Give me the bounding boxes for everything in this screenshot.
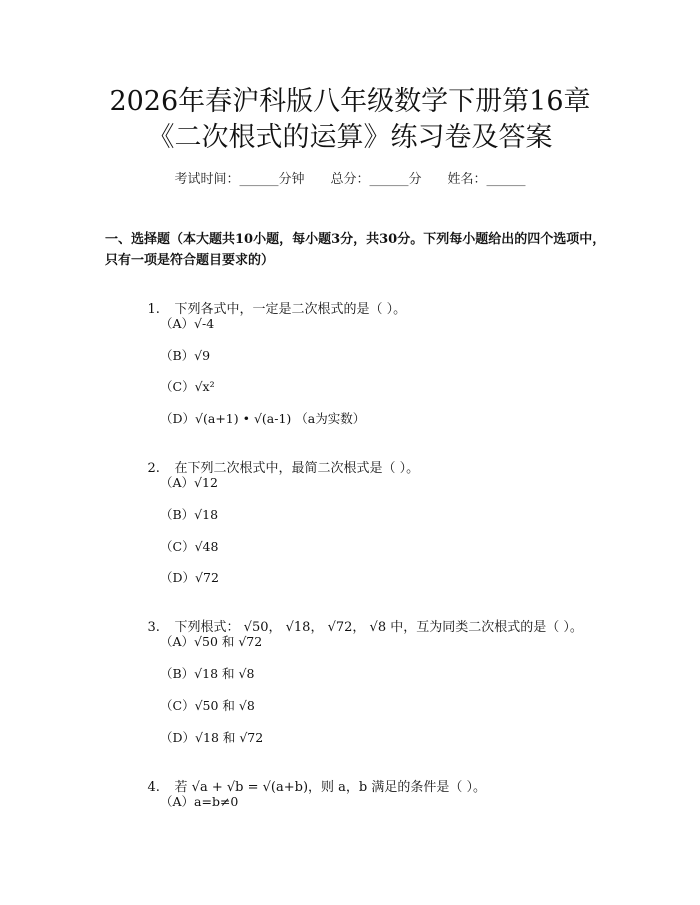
question-text: 下列各式中，一定是二次根式的是（ ）。 [174, 302, 407, 317]
question-3-option-c: （C）√50 和 √8 [160, 698, 255, 713]
question-number: 2. [147, 461, 160, 476]
question-text: 下列根式： √50， √18， √72， √8 中，互为同类二次根式的是（ ）。 [174, 620, 583, 635]
question-number: 1. [147, 302, 160, 317]
question-text: 若 √a + √b = √(a+b)，则 a，b 满足的条件是（ ）。 [174, 780, 486, 795]
question-2-option-a: （A）√12 [160, 475, 218, 490]
document-title-line-1: 2026年春沪科版八年级数学下册第16章 [109, 86, 591, 117]
question-1-option-b: （B）√9 [160, 348, 211, 363]
question-3-option-b: （B）√18 和 √8 [160, 666, 255, 681]
question-text: 在下列二次根式中，最简二次根式是（ ）。 [174, 461, 420, 476]
question-1-option-a: （A）√-4 [160, 316, 215, 331]
question-2-option-d: （D）√72 [160, 570, 219, 585]
question-number: 4. [147, 780, 160, 795]
question-4-option-a: （A）a=b≠0 [160, 794, 239, 809]
question-1-option-c: （C）√x² [160, 379, 215, 394]
question-2-option-c: （C）√48 [160, 539, 219, 554]
question-3-option-d: （D）√18 和 √72 [160, 730, 264, 745]
exam-info-line: 考试时间：______分钟 总分：______分 姓名：______ [174, 172, 526, 187]
question-1-option-d: （D）√(a+1) • √(a-1) （a为实数） [160, 411, 366, 426]
question-2-option-b: （B）√18 [160, 507, 219, 522]
section-1-heading: 一、选择题（本大题共10小题，每小题3分，共30分。下列每小题给出的四个选项中，只有一项是符合题目要求的） [105, 232, 606, 268]
question-number: 3. [147, 620, 160, 635]
question-3-option-a: （A）√50 和 √72 [160, 634, 263, 649]
document-title-line-2: 《二次根式的运算》练习卷及答案 [147, 122, 553, 153]
